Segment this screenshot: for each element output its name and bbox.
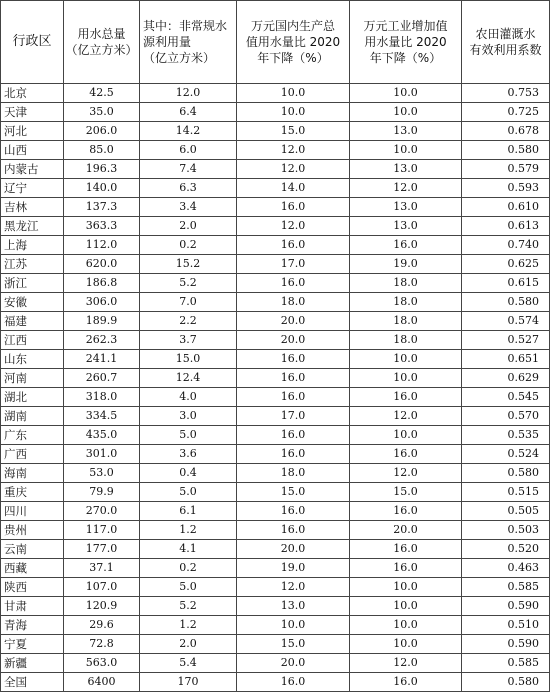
cell-total-water: 120.9 xyxy=(64,597,140,616)
cell-irrigation-coef: 0.570 xyxy=(462,407,550,426)
cell-nonconventional: 5.0 xyxy=(140,426,237,445)
cell-gdp-water-drop: 12.0 xyxy=(237,160,350,179)
table-row xyxy=(1,274,550,293)
cell-industry-water-drop: 18.0 xyxy=(350,312,462,331)
cell-gdp-water-drop: 16.0 xyxy=(237,350,350,369)
cell-total-water: 112.0 xyxy=(64,236,140,255)
cell-industry-water-drop: 12.0 xyxy=(350,179,462,198)
cell-nonconventional: 4.1 xyxy=(140,540,237,559)
cell-nonconventional: 170 xyxy=(140,673,237,692)
cell-irrigation-coef: 0.579 xyxy=(462,160,550,179)
cell-nonconventional: 3.0 xyxy=(140,407,237,426)
cell-industry-water-drop: 16.0 xyxy=(350,388,462,407)
cell-region: 浙江 xyxy=(1,274,64,293)
cell-irrigation-coef: 0.524 xyxy=(462,445,550,464)
cell-nonconventional: 0.4 xyxy=(140,464,237,483)
cell-industry-water-drop: 13.0 xyxy=(350,122,462,141)
cell-gdp-water-drop: 19.0 xyxy=(237,559,350,578)
cell-irrigation-coef: 0.535 xyxy=(462,426,550,445)
cell-irrigation-coef: 0.515 xyxy=(462,483,550,502)
cell-gdp-water-drop: 17.0 xyxy=(237,407,350,426)
cell-irrigation-coef: 0.590 xyxy=(462,597,550,616)
table-row xyxy=(1,84,550,103)
table-row xyxy=(1,331,550,350)
cell-industry-water-drop: 18.0 xyxy=(350,274,462,293)
cell-industry-water-drop: 10.0 xyxy=(350,84,462,103)
cell-region: 湖南 xyxy=(1,407,64,426)
cell-total-water: 35.0 xyxy=(64,103,140,122)
cell-region: 上海 xyxy=(1,236,64,255)
cell-gdp-water-drop: 20.0 xyxy=(237,331,350,350)
cell-nonconventional: 5.0 xyxy=(140,483,237,502)
cell-total-water: 42.5 xyxy=(64,84,140,103)
cell-nonconventional: 12.0 xyxy=(140,84,237,103)
cell-irrigation-coef: 0.463 xyxy=(462,559,550,578)
cell-nonconventional: 1.2 xyxy=(140,521,237,540)
cell-industry-water-drop: 10.0 xyxy=(350,141,462,160)
table-row xyxy=(1,407,550,426)
cell-industry-water-drop: 16.0 xyxy=(350,445,462,464)
cell-irrigation-coef: 0.651 xyxy=(462,350,550,369)
cell-region: 广西 xyxy=(1,445,64,464)
cell-irrigation-coef: 0.625 xyxy=(462,255,550,274)
cell-total-water: 53.0 xyxy=(64,464,140,483)
cell-industry-water-drop: 16.0 xyxy=(350,236,462,255)
cell-region: 江苏 xyxy=(1,255,64,274)
cell-irrigation-coef: 0.520 xyxy=(462,540,550,559)
cell-irrigation-coef: 0.613 xyxy=(462,217,550,236)
cell-region: 河北 xyxy=(1,122,64,141)
table-row xyxy=(1,103,550,122)
cell-gdp-water-drop: 16.0 xyxy=(237,236,350,255)
cell-industry-water-drop: 13.0 xyxy=(350,217,462,236)
cell-gdp-water-drop: 13.0 xyxy=(237,597,350,616)
cell-region: 西藏 xyxy=(1,559,64,578)
cell-gdp-water-drop: 16.0 xyxy=(237,388,350,407)
cell-industry-water-drop: 10.0 xyxy=(350,103,462,122)
cell-total-water: 140.0 xyxy=(64,179,140,198)
cell-region: 安徽 xyxy=(1,293,64,312)
cell-industry-water-drop: 10.0 xyxy=(350,578,462,597)
cell-irrigation-coef: 0.580 xyxy=(462,293,550,312)
cell-total-water: 334.5 xyxy=(64,407,140,426)
table-row xyxy=(1,654,550,673)
table-header xyxy=(1,1,550,84)
cell-nonconventional: 7.0 xyxy=(140,293,237,312)
cell-region: 云南 xyxy=(1,540,64,559)
cell-nonconventional: 12.4 xyxy=(140,369,237,388)
cell-industry-water-drop: 18.0 xyxy=(350,331,462,350)
cell-region: 新疆 xyxy=(1,654,64,673)
cell-nonconventional: 2.0 xyxy=(140,635,237,654)
cell-region: 天津 xyxy=(1,103,64,122)
cell-industry-water-drop: 16.0 xyxy=(350,673,462,692)
cell-irrigation-coef: 0.580 xyxy=(462,141,550,160)
table-row xyxy=(1,673,550,692)
cell-total-water: 79.9 xyxy=(64,483,140,502)
table-row xyxy=(1,559,550,578)
cell-industry-water-drop: 16.0 xyxy=(350,559,462,578)
cell-total-water: 189.9 xyxy=(64,312,140,331)
cell-industry-water-drop: 18.0 xyxy=(350,293,462,312)
cell-total-water: 117.0 xyxy=(64,521,140,540)
cell-irrigation-coef: 0.585 xyxy=(462,654,550,673)
cell-total-water: 137.3 xyxy=(64,198,140,217)
table-row xyxy=(1,578,550,597)
cell-nonconventional: 5.0 xyxy=(140,578,237,597)
header-row xyxy=(1,1,550,84)
cell-region: 山东 xyxy=(1,350,64,369)
cell-total-water: 6400 xyxy=(64,673,140,692)
cell-nonconventional: 1.2 xyxy=(140,616,237,635)
cell-nonconventional: 0.2 xyxy=(140,559,237,578)
cell-nonconventional: 15.2 xyxy=(140,255,237,274)
table-row xyxy=(1,179,550,198)
cell-irrigation-coef: 0.505 xyxy=(462,502,550,521)
header-region: 行政区 xyxy=(1,1,64,84)
cell-irrigation-coef: 0.610 xyxy=(462,198,550,217)
table-row xyxy=(1,160,550,179)
cell-irrigation-coef: 0.580 xyxy=(462,464,550,483)
cell-nonconventional: 5.4 xyxy=(140,654,237,673)
cell-total-water: 620.0 xyxy=(64,255,140,274)
cell-nonconventional: 14.2 xyxy=(140,122,237,141)
cell-region: 黑龙江 xyxy=(1,217,64,236)
cell-region: 贵州 xyxy=(1,521,64,540)
cell-region: 吉林 xyxy=(1,198,64,217)
cell-industry-water-drop: 12.0 xyxy=(350,654,462,673)
cell-gdp-water-drop: 20.0 xyxy=(237,312,350,331)
table-row xyxy=(1,502,550,521)
table-body xyxy=(1,84,550,692)
table-row xyxy=(1,198,550,217)
cell-region: 北京 xyxy=(1,84,64,103)
cell-region: 福建 xyxy=(1,312,64,331)
cell-region: 广东 xyxy=(1,426,64,445)
cell-gdp-water-drop: 20.0 xyxy=(237,654,350,673)
cell-nonconventional: 15.0 xyxy=(140,350,237,369)
cell-gdp-water-drop: 16.0 xyxy=(237,369,350,388)
cell-irrigation-coef: 0.527 xyxy=(462,331,550,350)
table-row xyxy=(1,312,550,331)
cell-total-water: 563.0 xyxy=(64,654,140,673)
cell-region: 江西 xyxy=(1,331,64,350)
cell-industry-water-drop: 13.0 xyxy=(350,160,462,179)
table-row xyxy=(1,521,550,540)
cell-industry-water-drop: 12.0 xyxy=(350,407,462,426)
table-row xyxy=(1,540,550,559)
header-total-water: 用水总量 （亿立方米） xyxy=(64,1,140,84)
cell-irrigation-coef: 0.615 xyxy=(462,274,550,293)
cell-industry-water-drop: 15.0 xyxy=(350,483,462,502)
header-irrigation-coef: 农田灌溉水 有效利用系数 xyxy=(462,1,550,84)
cell-nonconventional: 6.1 xyxy=(140,502,237,521)
table-row xyxy=(1,350,550,369)
table-row xyxy=(1,483,550,502)
cell-total-water: 206.0 xyxy=(64,122,140,141)
cell-gdp-water-drop: 16.0 xyxy=(237,426,350,445)
cell-industry-water-drop: 10.0 xyxy=(350,616,462,635)
cell-total-water: 301.0 xyxy=(64,445,140,464)
cell-gdp-water-drop: 18.0 xyxy=(237,464,350,483)
cell-gdp-water-drop: 10.0 xyxy=(237,103,350,122)
cell-nonconventional: 6.0 xyxy=(140,141,237,160)
table-row xyxy=(1,464,550,483)
cell-industry-water-drop: 20.0 xyxy=(350,521,462,540)
cell-total-water: 177.0 xyxy=(64,540,140,559)
cell-nonconventional: 0.2 xyxy=(140,236,237,255)
cell-region: 陕西 xyxy=(1,578,64,597)
cell-irrigation-coef: 0.510 xyxy=(462,616,550,635)
cell-irrigation-coef: 0.629 xyxy=(462,369,550,388)
table-row xyxy=(1,426,550,445)
cell-total-water: 29.6 xyxy=(64,616,140,635)
cell-gdp-water-drop: 16.0 xyxy=(237,198,350,217)
cell-gdp-water-drop: 12.0 xyxy=(237,578,350,597)
cell-region: 甘肃 xyxy=(1,597,64,616)
cell-total-water: 260.7 xyxy=(64,369,140,388)
cell-irrigation-coef: 0.593 xyxy=(462,179,550,198)
cell-total-water: 318.0 xyxy=(64,388,140,407)
cell-gdp-water-drop: 15.0 xyxy=(237,483,350,502)
table-row xyxy=(1,236,550,255)
cell-irrigation-coef: 0.574 xyxy=(462,312,550,331)
cell-gdp-water-drop: 17.0 xyxy=(237,255,350,274)
cell-region: 宁夏 xyxy=(1,635,64,654)
header-nonconventional: 其中：非常规水 源利用量 （亿立方米） xyxy=(140,1,237,84)
cell-industry-water-drop: 10.0 xyxy=(350,635,462,654)
cell-gdp-water-drop: 12.0 xyxy=(237,141,350,160)
cell-region: 辽宁 xyxy=(1,179,64,198)
cell-industry-water-drop: 13.0 xyxy=(350,198,462,217)
cell-region: 内蒙古 xyxy=(1,160,64,179)
cell-nonconventional: 6.3 xyxy=(140,179,237,198)
table-row xyxy=(1,255,550,274)
cell-gdp-water-drop: 15.0 xyxy=(237,635,350,654)
table-row xyxy=(1,635,550,654)
cell-irrigation-coef: 0.740 xyxy=(462,236,550,255)
cell-nonconventional: 4.0 xyxy=(140,388,237,407)
cell-nonconventional: 2.0 xyxy=(140,217,237,236)
table-row xyxy=(1,616,550,635)
cell-nonconventional: 5.2 xyxy=(140,274,237,293)
table-row xyxy=(1,445,550,464)
cell-irrigation-coef: 0.753 xyxy=(462,84,550,103)
cell-region: 河南 xyxy=(1,369,64,388)
table-row xyxy=(1,217,550,236)
cell-total-water: 363.3 xyxy=(64,217,140,236)
cell-gdp-water-drop: 16.0 xyxy=(237,521,350,540)
cell-total-water: 435.0 xyxy=(64,426,140,445)
cell-total-water: 37.1 xyxy=(64,559,140,578)
cell-industry-water-drop: 19.0 xyxy=(350,255,462,274)
cell-total-water: 306.0 xyxy=(64,293,140,312)
cell-nonconventional: 3.7 xyxy=(140,331,237,350)
cell-total-water: 262.3 xyxy=(64,331,140,350)
table-row xyxy=(1,122,550,141)
cell-irrigation-coef: 0.503 xyxy=(462,521,550,540)
cell-gdp-water-drop: 16.0 xyxy=(237,274,350,293)
cell-region: 山西 xyxy=(1,141,64,160)
cell-region: 海南 xyxy=(1,464,64,483)
cell-total-water: 241.1 xyxy=(64,350,140,369)
cell-gdp-water-drop: 16.0 xyxy=(237,445,350,464)
cell-nonconventional: 3.6 xyxy=(140,445,237,464)
cell-irrigation-coef: 0.678 xyxy=(462,122,550,141)
cell-total-water: 85.0 xyxy=(64,141,140,160)
cell-irrigation-coef: 0.545 xyxy=(462,388,550,407)
cell-region: 青海 xyxy=(1,616,64,635)
cell-industry-water-drop: 10.0 xyxy=(350,350,462,369)
cell-nonconventional: 7.4 xyxy=(140,160,237,179)
cell-industry-water-drop: 10.0 xyxy=(350,369,462,388)
cell-irrigation-coef: 0.590 xyxy=(462,635,550,654)
header-gdp-water-drop: 万元国内生产总 值用水量比 2020 年下降（%） xyxy=(237,1,350,84)
cell-gdp-water-drop: 16.0 xyxy=(237,673,350,692)
cell-region: 四川 xyxy=(1,502,64,521)
header-industry-water-drop: 万元工业增加值 用水量比 2020 年下降（%） xyxy=(350,1,462,84)
cell-gdp-water-drop: 20.0 xyxy=(237,540,350,559)
cell-nonconventional: 3.4 xyxy=(140,198,237,217)
cell-gdp-water-drop: 18.0 xyxy=(237,293,350,312)
cell-gdp-water-drop: 10.0 xyxy=(237,616,350,635)
cell-irrigation-coef: 0.725 xyxy=(462,103,550,122)
cell-gdp-water-drop: 16.0 xyxy=(237,502,350,521)
cell-total-water: 196.3 xyxy=(64,160,140,179)
cell-gdp-water-drop: 15.0 xyxy=(237,122,350,141)
cell-total-water: 186.8 xyxy=(64,274,140,293)
cell-industry-water-drop: 12.0 xyxy=(350,464,462,483)
table-row xyxy=(1,388,550,407)
cell-industry-water-drop: 16.0 xyxy=(350,540,462,559)
cell-gdp-water-drop: 12.0 xyxy=(237,217,350,236)
cell-irrigation-coef: 0.580 xyxy=(462,673,550,692)
cell-irrigation-coef: 0.585 xyxy=(462,578,550,597)
cell-total-water: 72.8 xyxy=(64,635,140,654)
table-row xyxy=(1,293,550,312)
cell-region: 全国 xyxy=(1,673,64,692)
cell-industry-water-drop: 10.0 xyxy=(350,426,462,445)
cell-nonconventional: 2.2 xyxy=(140,312,237,331)
table-row xyxy=(1,369,550,388)
table-row xyxy=(1,141,550,160)
table-row xyxy=(1,597,550,616)
cell-gdp-water-drop: 10.0 xyxy=(237,84,350,103)
cell-total-water: 107.0 xyxy=(64,578,140,597)
cell-nonconventional: 5.2 xyxy=(140,597,237,616)
cell-industry-water-drop: 16.0 xyxy=(350,502,462,521)
cell-nonconventional: 6.4 xyxy=(140,103,237,122)
cell-region: 湖北 xyxy=(1,388,64,407)
cell-region: 重庆 xyxy=(1,483,64,502)
cell-industry-water-drop: 10.0 xyxy=(350,597,462,616)
cell-gdp-water-drop: 14.0 xyxy=(237,179,350,198)
cell-total-water: 270.0 xyxy=(64,502,140,521)
